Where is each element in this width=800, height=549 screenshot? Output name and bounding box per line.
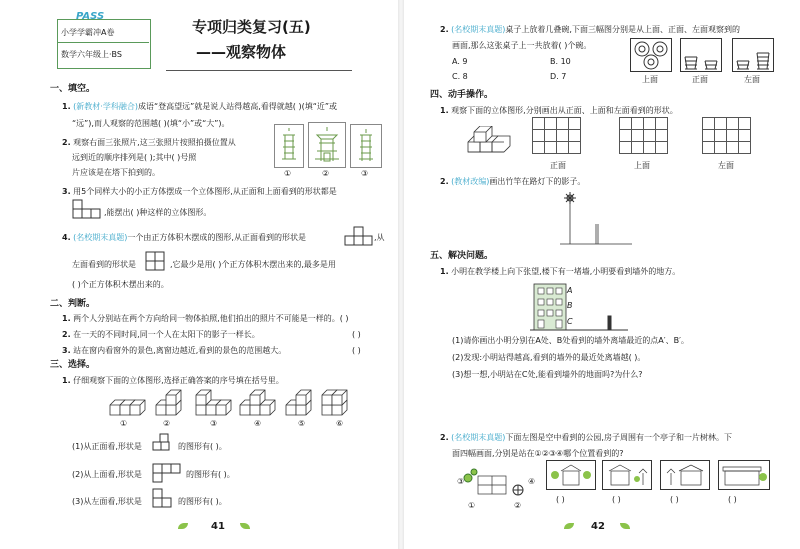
solid-label-3: ③ [210, 419, 218, 428]
view-picture-1 [546, 460, 596, 490]
solve-1: 小明在教学楼上向下张望,楼下有一堵墙,小明要看到墙外的地方。 [451, 267, 681, 276]
top-view-shape [152, 463, 184, 483]
view-picture-3 [660, 460, 710, 490]
solid-5 [286, 390, 311, 415]
answer-paren-2[interactable]: ( ) [612, 495, 621, 504]
header-divider [57, 42, 149, 43]
solid-label-2: ② [163, 419, 171, 428]
bowl-label-front: 正面 [692, 75, 708, 84]
q4-tag: (名校期末真题) [73, 233, 128, 242]
opt-d: D. 7 [550, 72, 567, 81]
choice-1b-pre: (2)从上面看,形状是 [72, 470, 142, 479]
solid-4 [240, 390, 275, 415]
section-choice: 三、选择。 [50, 360, 96, 370]
section-judge: 二、判断。 [50, 299, 96, 309]
q1-text-2: “远”),而人观察的范围越( )(填“小”或“大”)。 [72, 119, 230, 128]
point-c: C [567, 317, 573, 326]
q4-text-2: 左面看到的形状是 [72, 260, 136, 269]
solid-label-1: ① [120, 419, 128, 428]
hands-1: 观察下面的立体图形,分别画出从正面、上面和左面看到的形状。 [451, 106, 678, 115]
judge-3: 站在窗内看窗外的景色,离窗边越近,看到的景色的范围越大。 [73, 346, 287, 355]
bowl-view-top [630, 38, 672, 72]
pagoda-icon [275, 125, 303, 167]
leaf-icon [564, 523, 574, 529]
pos-label-4: ④ [528, 477, 536, 486]
page-subtitle: ——观察物体 [196, 43, 287, 61]
left-page: PASS 小学学霸冲A卷 数学六年级上·BS 专项归类复习(五) ——观察物体 一、填空。 1. (新教材·学科融合)成语“登高望远”就是说人站得越高,看得就越( )(填“近”或 “远”),而人观察的范围越( )(填“小”或“大”)。 2. 观察右面三张照片,这三张照片按照拍摄位置从 远到近的顺序排列是( );其中( )号照 片应该是在塔下拍到的。 ① ② ③ 3. 用5个同样大小的小正方体摆成一个立体图形,从正面和上面看到的形状都是 ,能摆出( )种这样的立体图形。 4. (名校期末真题)一个由正方体积木摆成的图形,从正面看到的形状是 ,从 左面看到的形状是 ,它最少是用( )个正方体积木摆出来的,最多是用 ( )个正方体积木摆出来的。 二、判断。 1. 两个人分别站在两个方向给同一物体拍照,他们拍出的照片不可能是一样的。( ) 2. 在一天的不同时间,同一个人在太阳下的影子一样长。 ( ) 3. 站在窗内看窗外的景色,离窗边越近,看到的景色的范围越大。 ( ) 三、选择。 1. 仔细观察下面的立体图形,选择正确答案的序号填在括号里。 ① ② ③ ④ ⑤ ⑥ (1)从正面看,形状是 的图形有( )。 (2)从上面看,形状是 的图形有( )。 (3)从左面看,形状是 的图形有( )。 41 [50, 11, 385, 532]
opt-a: A. 9 [452, 57, 468, 66]
q2-text-3: 片应该是在塔下拍到的。 [72, 168, 160, 177]
photo-label-3: ③ [361, 169, 369, 178]
pos-label-2: ② [514, 501, 522, 510]
q4-text-3: ( )个正方体积木摆出来的。 [72, 280, 169, 289]
grade-label: 数学六年级上·BS [61, 50, 122, 59]
r-q2-text: 桌子上放着几叠碗,下面三幅图分别是从上面、正面、左面观察到的 [505, 25, 740, 34]
front-view-shape [152, 433, 178, 453]
pagoda-photo-1 [274, 124, 304, 168]
solve-1b: (2)发现:小明站得越高,看到的墙外的最近处离墙越( )。 [452, 353, 646, 362]
pavilion-icon [513, 485, 523, 495]
h2-tag: (教材改编) [451, 177, 490, 186]
lamp-icon [564, 192, 576, 204]
solid-3 [196, 390, 231, 415]
solve-2-text-2: 面四幅画面,分别是站在①②③④哪个位置看到的? [452, 449, 624, 458]
point-b: B [567, 301, 573, 310]
photo-label-1: ① [284, 169, 292, 178]
solids-row [108, 388, 358, 418]
view-picture-4 [718, 460, 770, 490]
series-name: 小学学霸冲A卷 [61, 28, 115, 37]
page-number-left: 41 [211, 521, 225, 532]
solid-label-5: ⑤ [298, 419, 306, 428]
section-solve: 五、解决问题。 [430, 251, 494, 261]
opt-c: C. 8 [452, 72, 468, 81]
leaf-icon [240, 523, 250, 529]
q1-text: 成语“登高望远”就是说人站得越高,看得就越( )(填“近”或 [137, 102, 337, 111]
leaf-icon [178, 523, 188, 529]
left-view-shape [152, 488, 178, 508]
opt-b: B. 10 [550, 57, 571, 66]
solid-label-4: ④ [254, 419, 262, 428]
choice-1: 仔细观察下面的立体图形,选择正确答案的序号填在括号里。 [73, 376, 284, 385]
q2-text-2: 远到近的顺序排列是( );其中( )号照 [72, 153, 197, 162]
solid-figure [464, 126, 514, 160]
section-hands-on: 四、动手操作。 [430, 90, 494, 100]
p2-tag: (名校期末真题) [451, 433, 506, 442]
choice-1a-post: 的图形有( )。 [178, 442, 227, 451]
judge-3-paren: ( ) [352, 346, 361, 355]
answer-paren-4[interactable]: ( ) [728, 495, 737, 504]
grid-left[interactable] [702, 117, 751, 154]
pos-label-3: ③ [457, 477, 465, 486]
q4-text: 一个由正方体积木摆成的图形,从正面看到的形状是 [127, 233, 306, 242]
point-a: A [567, 286, 573, 295]
q3-shape [72, 199, 102, 219]
solid-1 [110, 400, 145, 415]
solid-label-6: ⑥ [336, 419, 344, 428]
q4-text-1b: ,从 [374, 233, 385, 242]
pos-label-1: ① [468, 501, 476, 510]
grid-label-front: 正面 [550, 161, 566, 170]
q4-front-shape [344, 226, 374, 246]
tree-icon [464, 469, 477, 482]
hands-2: 画出竹竿在路灯下的影子。 [489, 177, 586, 186]
bowl-view-left [732, 38, 774, 72]
choice-1c-pre: (3)从左面看,形状是 [72, 497, 142, 506]
bowl-label-top: 上面 [642, 75, 658, 84]
grid-top[interactable] [619, 117, 668, 154]
q2-text: 观察右面三张照片,这三张照片按照拍摄位置从 [73, 138, 236, 147]
leaf-icon [620, 523, 630, 529]
lamp-scene [554, 190, 634, 246]
grid-label-left: 左面 [718, 161, 734, 170]
solve-1c: (3)想一想,小明站在C处,能看到墙外的地面吗?为什么? [452, 370, 643, 379]
choice-1b-post: 的图形有( )。 [186, 470, 235, 479]
q4-left-shape [145, 251, 167, 271]
q3-text-2: ,能摆出( )种这样的立体图形。 [104, 208, 212, 217]
solve-2: 下面左图是空中看到的公园,房子周围有一个亭子和一片树林。下 [505, 433, 732, 442]
q3-text: 用5个同样大小的小正方体摆成一个立体图形,从正面和上面看到的形状都是 [73, 187, 337, 196]
logo: PASS [76, 11, 105, 22]
q4-text-2b: ,它最少是用( )个正方体积木摆出来的,最多是用 [170, 260, 336, 269]
building-scene [530, 282, 630, 332]
choice-1a-pre: (1)从正面看,形状是 [72, 442, 142, 451]
answer-paren-3[interactable]: ( ) [670, 495, 679, 504]
r-q2-text-2: 画面,那么这张桌子上一共放着( )个碗。 [452, 41, 592, 50]
page-title: 专项归类复习(五) [192, 18, 311, 36]
r-q2-tag: (名校期末真题) [451, 25, 506, 34]
q1-tag: (新教材·学科融合) [73, 102, 138, 111]
grid-front[interactable] [532, 117, 581, 154]
choice-1c-post: 的图形有( )。 [178, 497, 227, 506]
section-fill-blank: 一、填空。 [50, 84, 96, 94]
solve-1a: (1)请你画出小明分别在A处、B处看到的墙外离墙最近的点A′、B′。 [452, 336, 689, 345]
view-picture-2 [602, 460, 652, 490]
pagoda-photo-3 [350, 124, 382, 168]
title-rule [166, 70, 352, 71]
judge-2-paren: ( ) [352, 330, 361, 339]
right-page: 2. (名校期末真题)桌子上放着几叠碗,下面三幅图分别是从上面、正面、左面观察到的 画面,那么这张桌子上一共放着( )个碗。 A. 9 B. 10 C. 8 D. 7 上面 正面 左面 四、动手操作。 1. 观察下面的立体图形,分别画出从正面、上面和左面看到的形状。 正面 上面 左面 2. (教材改编)画出竹竿在路灯下的影子。 五、解决问题。 1. 小明在教学楼上向下张望,楼下有一堵墙,小明要看到墙外的地方。 A B C (1)请你画出小明分别在A处、B处看到的墙外离墙最近的点A′、B′。 (2)发现:小明站得越高,看到的墙外的最近处离墙越( )。 (3)想一想,小明站在C处,能看到墙外的地面吗?为什么? 2. (名校期末真题)下面左图是空中看到的公园,房子周围有一个亭子和一片树林。下 面四幅画面,分别是站在①②③④哪个位置看到的? ③ ④ ① ② ( ) ( ) ( ) ( ) 42 [404, 0, 800, 549]
pagoda-icon [351, 125, 381, 167]
solid-2 [156, 390, 181, 415]
bowl-label-left: 左面 [744, 75, 760, 84]
judge-2: 在一天的不同时间,同一个人在太阳下的影子一样长。 [73, 330, 260, 339]
page-number-right: 42 [591, 521, 605, 532]
photo-label-2: ② [322, 169, 330, 178]
solid-6 [322, 390, 347, 415]
judge-1: 两个人分别站在两个方向给同一物体拍照,他们拍出的照片不可能是一样的。( ) [73, 314, 349, 323]
answer-paren-1[interactable]: ( ) [556, 495, 565, 504]
grid-label-top: 上面 [634, 161, 650, 170]
pagoda-photo-2 [308, 122, 346, 168]
pagoda-icon [309, 123, 345, 167]
bowl-view-front [680, 38, 722, 72]
